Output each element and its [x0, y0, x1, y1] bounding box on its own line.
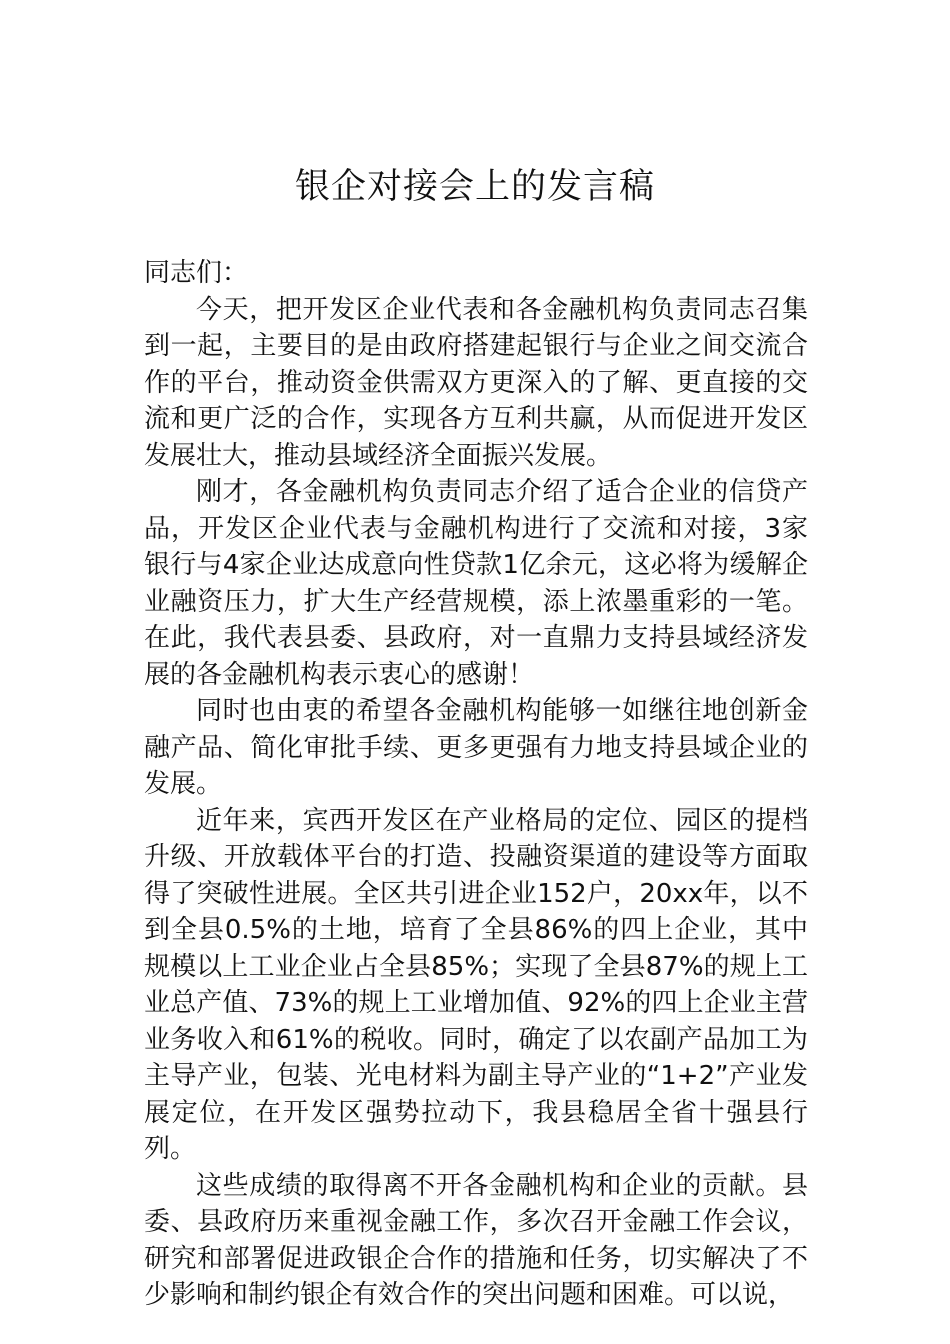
paragraph-5: 这些成绩的取得离不开各金融机构和企业的贡献。县委、县政府历来重视金融工作，多次召开金融工作会议，研究和部署促进政银企合作的措施和任务，切实解决了不少影响和制约银企有效合作的突出问题和困难。可以说，	[144, 1170, 808, 1310]
document-body	[144, 255, 808, 1314]
salutation: 同志们：	[144, 258, 249, 288]
paragraph-4: 近年来，宾西开发区在产业格局的定位、园区的提档升级、开放载体平台的打造、投融资渠道的建设等方面取得了突破性进展。全区共引进企业152户，20xx年，以不到全县0.5%的土地，培育了全县86%的四上企业，其中规模以上工业企业占全县85%；实现了全县87%的规上工业总产值、73%的规上工业增加值、92%的四上企业主营业务收入和61%的税收。同时，确定了以农副产品加工为主导产业，包装、光电材料为副主导产业的“1+2”产业发展定位，在开发区强势拉动下，我县稳居全省十强县行列。	[144, 805, 808, 1164]
paragraph-1: 今天，把开发区企业代表和各金融机构负责同志召集到一起，主要目的是由政府搭建起银行与企业之间交流合作的平台，推动资金供需双方更深入的了解、更直接的交流和更广泛的合作，实现各方互利共赢，从而促进开发区发展壮大，推动县域经济全面振兴发展。	[144, 294, 808, 471]
paragraph-2: 刚才，各金融机构负责同志介绍了适合企业的信贷产品，开发区企业代表与金融机构进行了交流和对接，3家银行与4家企业达成意向性贷款1亿余元，这必将为缓解企业融资压力，扩大生产经营规模，添上浓墨重彩的一笔。在此，我代表县委、县政府，对一直鼎力支持县域经济发展的各金融机构表示衷心的感谢！	[144, 477, 808, 690]
paragraph-3: 同时也由衷的希望各金融机构能够一如继往地创新金融产品、简化审批手续、更多更强有力地支持县域企业的发展。	[144, 696, 808, 799]
document-title: 银企对接会上的发言稿	[294, 167, 655, 207]
